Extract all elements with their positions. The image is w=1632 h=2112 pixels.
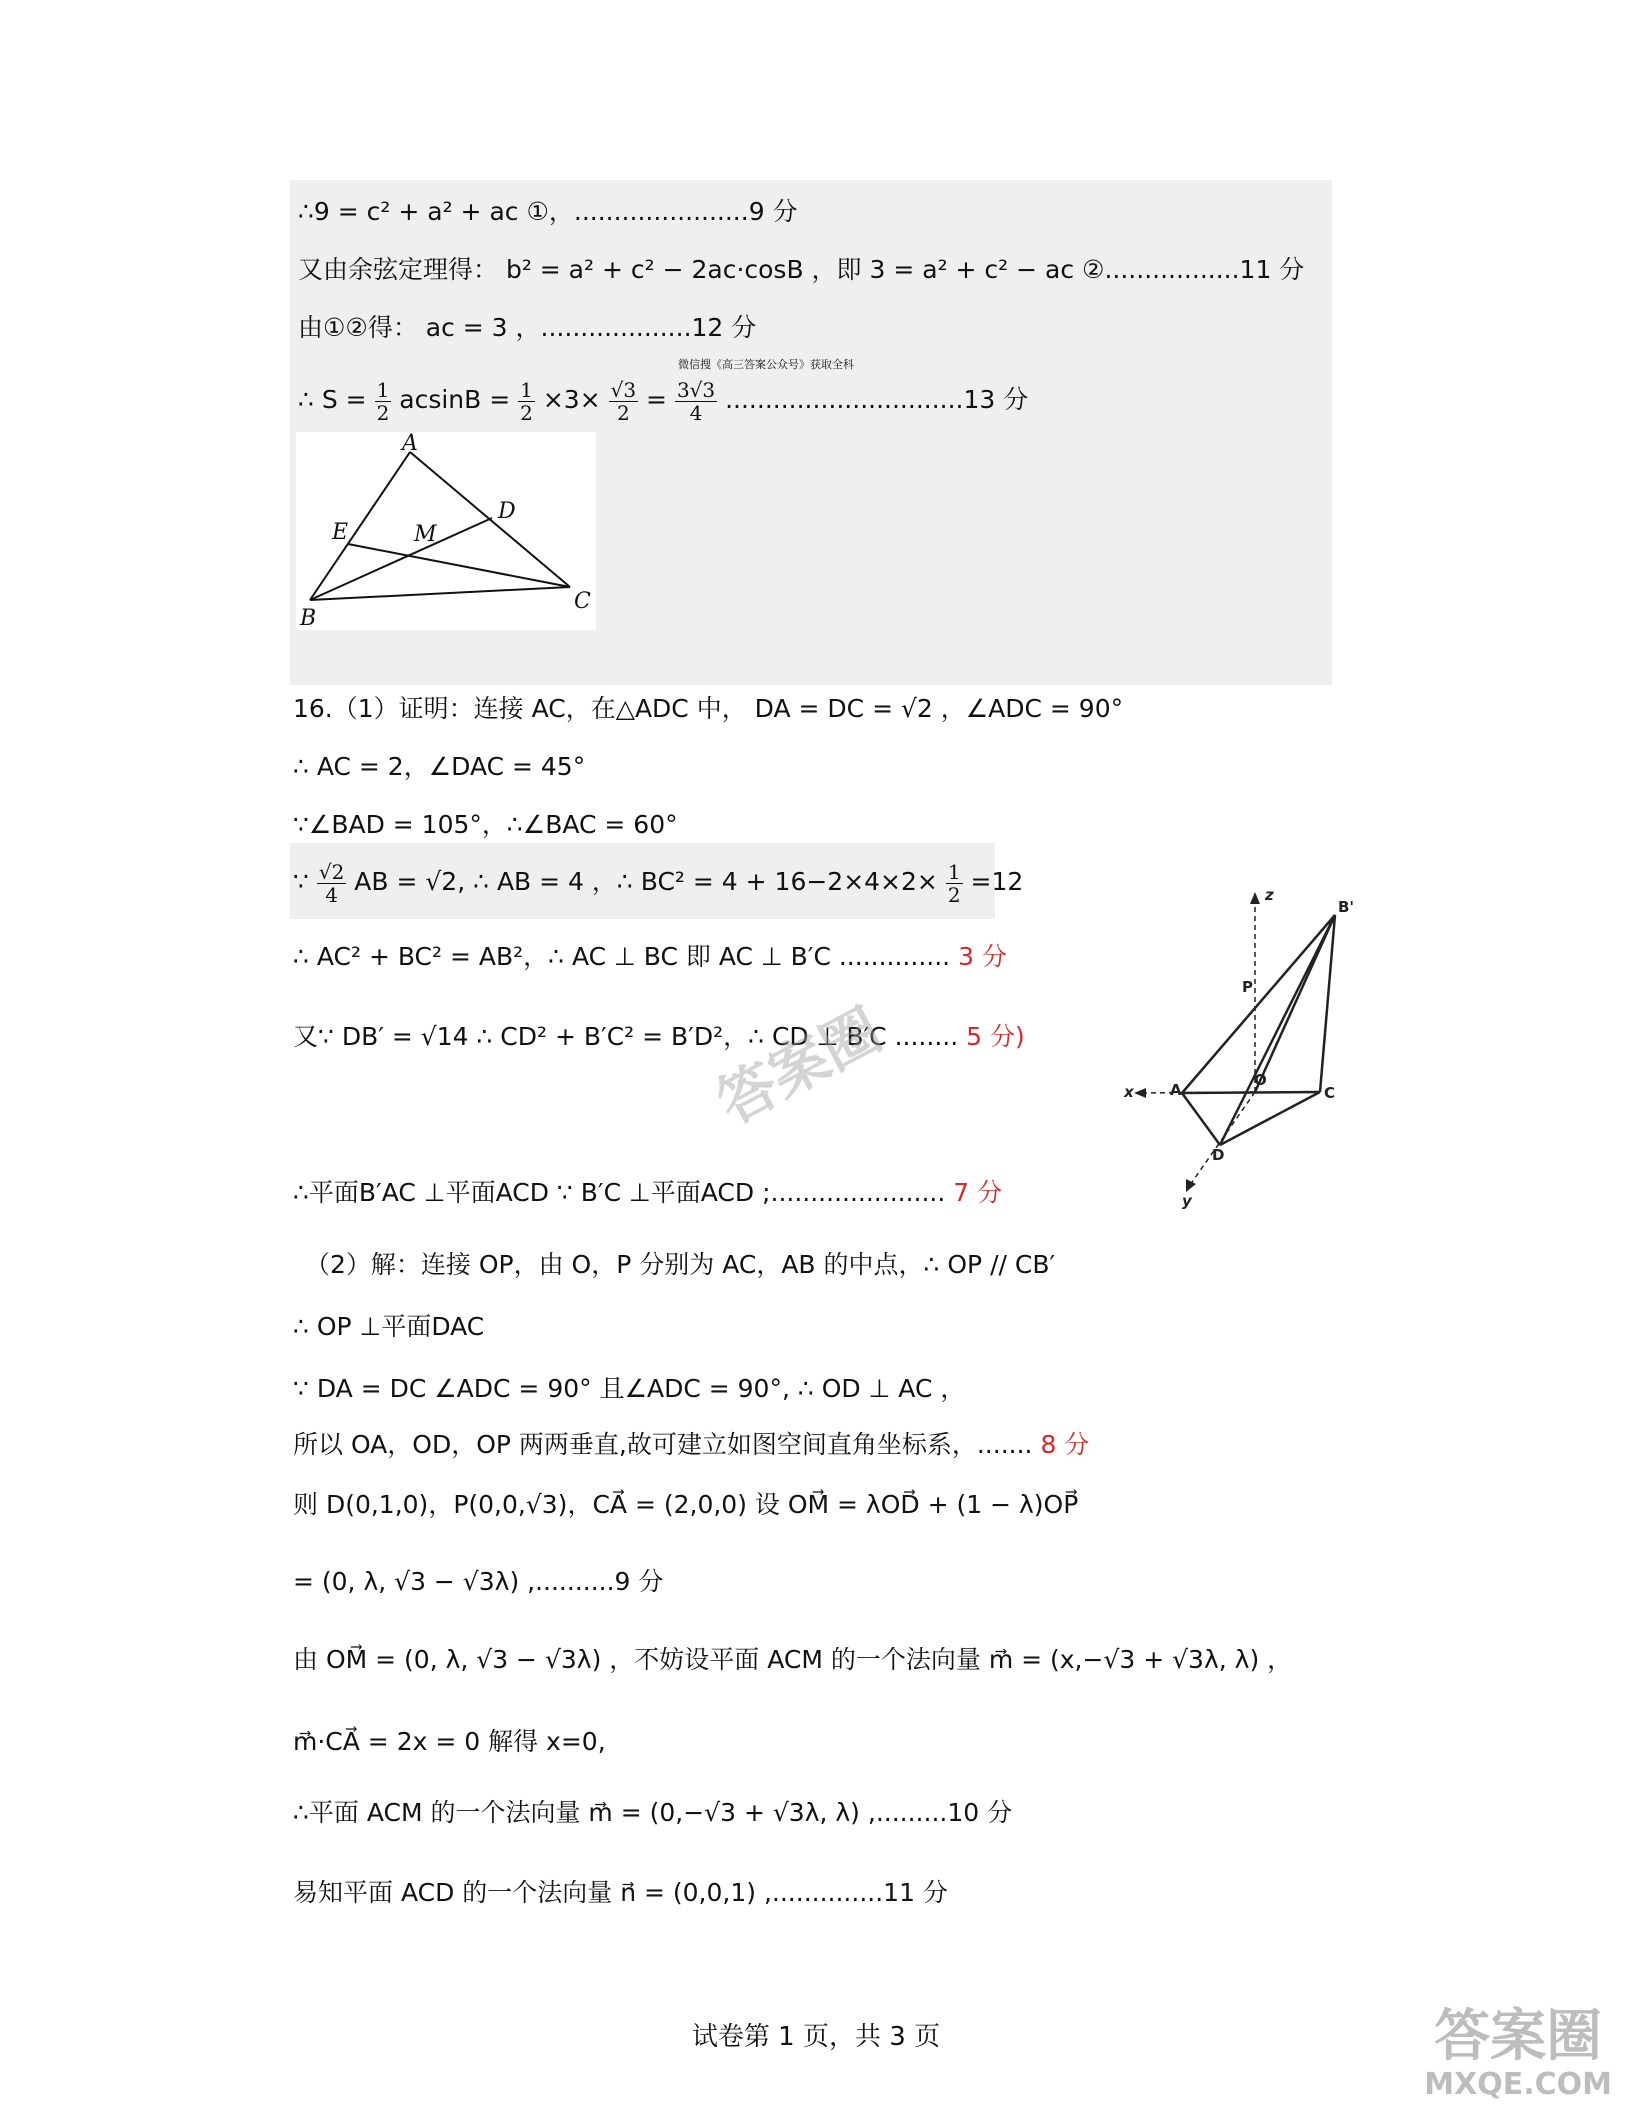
arrow-z [1250, 892, 1260, 904]
p16-line-7 [293, 1176, 1002, 1210]
p16-2-line-4 [293, 1428, 1089, 1462]
source-note: 微信搜《高三答案公众号》获取全科 [678, 358, 854, 371]
label-C: C [574, 589, 591, 614]
p16-2-line-1: （2）解：连接 OP，由 O，P 分别为 AC，AB 的中点，∴ OP // CB′ [305, 1250, 1056, 1279]
fraction: $\frac{1}{2}$ [376, 377, 390, 425]
bc-square-formula: AB = √2, ∴ AB = 4 ，∴ BC² = 4 + 16−2×4×2× [354, 867, 938, 896]
fraction: $\frac{√2}{4}$ [318, 859, 345, 907]
label-A: A [1170, 1081, 1182, 1099]
label-y: y [1182, 1192, 1192, 1210]
label-M: M [414, 522, 437, 547]
edge-A-D [1182, 1093, 1220, 1145]
label-z: z [1265, 886, 1274, 904]
page-footer: 试卷第 1 页，共 3 页 [691, 2022, 941, 2052]
watermark: 答案圈 [706, 995, 893, 1138]
p16-line-3: ∵∠BAD = 105°，∴∠BAC = 60° [293, 810, 678, 839]
fraction: $\frac{1}{2}$ [520, 377, 533, 425]
p16-2-line-7: 由 OM⃗ = (0, λ, √3 − √3λ) ，不妨设平面 ACM 的一个法向量 m⃗ = (x,−√3 + √3λ, λ) ， [293, 1645, 1293, 1674]
p16-2-line-6: = (0, λ, √3 − √3λ) ,..........9 分 [293, 1567, 664, 1596]
edge-C-D [1220, 1092, 1320, 1145]
area-formula-suffix: ..............................13 分 [725, 385, 1029, 414]
score-8: 8 分 [1040, 1430, 1090, 1459]
fraction: $\frac{3√3}{4}$ [676, 377, 716, 425]
label-D: D [498, 499, 516, 524]
label-O: O [1254, 1071, 1267, 1089]
score-3: 3 分 [958, 942, 1007, 971]
coordinate-system-text: 所以 OA，OD，OP 两两垂直,故可建立如图空间直角坐标系，....... [293, 1430, 1033, 1459]
fraction: $\frac{1}{2}$ [947, 859, 961, 907]
arrow-y [1186, 1179, 1196, 1192]
label-A: A [402, 432, 418, 456]
perpendicular-cd-bc: 又∵ DB′ = √14 ∴ CD² + B′C² = B′D²，∴ CD ⊥ B′C ........ [293, 1022, 959, 1051]
bc-square-result: =12 [970, 867, 1024, 896]
p16-line-6 [293, 1020, 1025, 1054]
p16-line-4 [293, 852, 1023, 912]
area-formula-mid3: = [646, 385, 667, 414]
plane-perpendicular: ∴平面B′AC ⊥平面ACD ∵ B′C ⊥平面ACD ;...................... [293, 1178, 946, 1207]
area-formula-mid1: acsinB = [399, 385, 511, 414]
score-5: 5 分) [966, 1022, 1025, 1051]
axis-y [1190, 1092, 1255, 1185]
corner-watermark [1424, 2004, 1612, 2102]
p16-line-1: 16.（1）证明：连接 AC，在△ADC 中， DA = DC = √2 ，∠ADC = 90° [293, 694, 1124, 723]
p15-line-2: 又由余弦定理得： b² = a² + c² − 2ac·cosB ，即 3 = a² + c² − ac ②.................11 分 [298, 255, 1305, 284]
area-formula-mid2: ×3× [542, 385, 601, 414]
area-formula-prefix: ∴ S = [298, 385, 367, 414]
p16-2-line-9: ∴平面 ACM 的一个法向量 m⃗ = (0,−√3 + √3λ, λ) ,.........10 分 [293, 1798, 1013, 1827]
corner-watermark-url: MXQE.COM [1424, 2067, 1612, 2102]
coordinate-3d-figure [1120, 880, 1360, 1210]
p16-2-line-5: 则 D(0,1,0)，P(0,0,√3)，CA⃗ = (2,0,0) 设 OM⃗ = λOD⃗ + (1 − λ)OP⃗ [293, 1490, 1079, 1519]
label-B: B [300, 606, 317, 630]
arrow-x [1134, 1088, 1146, 1098]
p16-2-line-3: ∵ DA = DC ∠ADC = 90° 且∠ADC = 90°, ∴ OD ⊥ AC ， [293, 1374, 966, 1403]
fraction: $\frac{√3}{2}$ [610, 377, 637, 425]
score-7: 7 分 [953, 1178, 1003, 1207]
because-symbol: ∵ [293, 867, 309, 896]
p16-line-2: ∴ AC = 2，∠DAC = 45° [293, 752, 586, 781]
perpendicular-ac-bc: ∴ AC² + BC² = AB²，∴ AC ⊥ BC 即 AC ⊥ B′C .............. [293, 942, 951, 971]
p16-2-line-8: m⃗·CA⃗ = 2x = 0 解得 x=0, [293, 1727, 606, 1756]
p15-line-1: ∴9 = c² + a² + ac ①，......................9 分 [298, 197, 798, 226]
label-D: D [1212, 1146, 1225, 1164]
corner-watermark-logo: 答案圈 [1434, 2004, 1603, 2069]
p15-line-4 [298, 370, 1028, 430]
label-C: C [1324, 1084, 1336, 1102]
label-x: x [1124, 1083, 1134, 1101]
p16-2-line-2: ∴ OP ⊥平面DAC [293, 1312, 485, 1341]
label-P: P [1242, 978, 1253, 996]
label-E: E [332, 520, 349, 545]
label-Bprime: B' [1338, 898, 1355, 916]
p16-line-5 [293, 940, 1007, 974]
p16-2-line-10: 易知平面 ACD 的一个法向量 n⃗ = (0,0,1) ,..............11 分 [293, 1878, 948, 1907]
triangle-figure [296, 432, 596, 630]
p15-line-3: 由①②得： ac = 3 ，...................12 分 [298, 313, 757, 342]
